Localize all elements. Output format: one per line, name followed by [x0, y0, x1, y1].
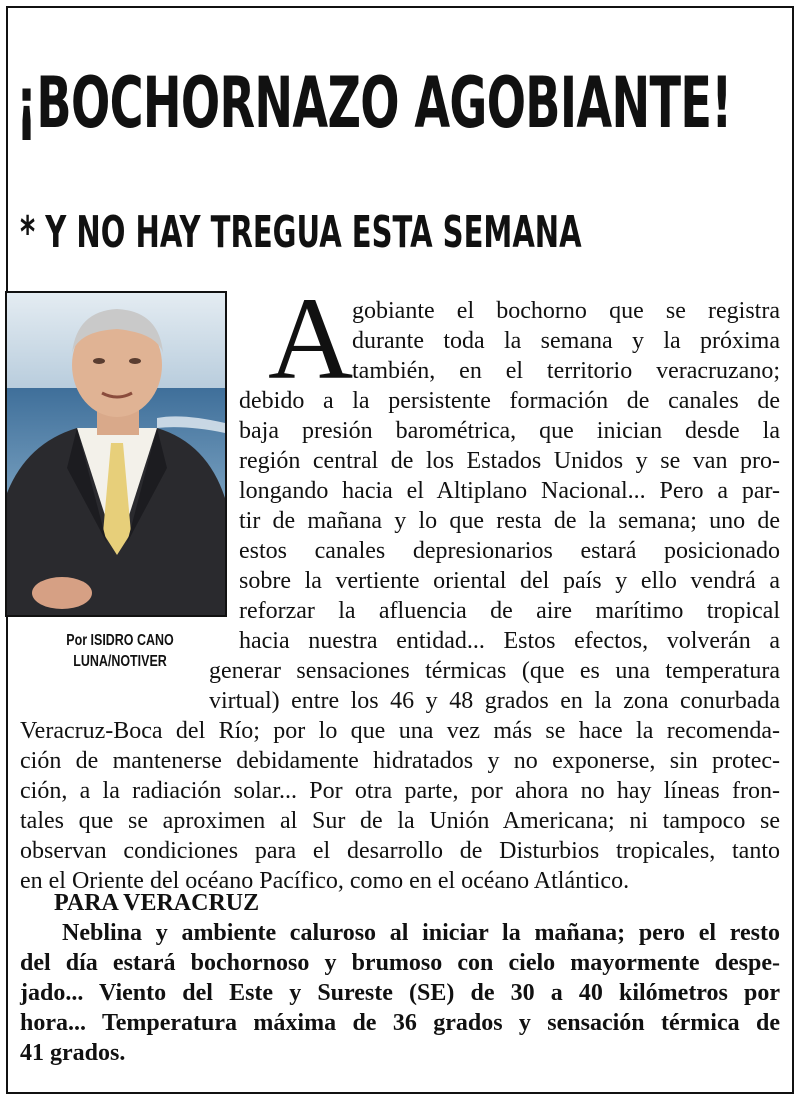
body-line: estos canales depresionarios estará posicionado: [239, 538, 780, 564]
body-line: durante toda la semana y la próxima: [352, 328, 780, 354]
body-line: generar sensaciones térmicas (que es una temperatura: [209, 658, 780, 684]
drop-cap: A: [268, 273, 354, 404]
body-line: en el Oriente del océano Pacífico, como en el océano Atlántico.: [20, 868, 630, 894]
body-line: Veracruz-Boca del Río; por lo que una vez más se hace la recomenda-: [20, 718, 780, 744]
body-line: ción, a la radiación solar... Por otra parte, por ahora no hay líneas fron-: [20, 778, 780, 804]
body-line: reforzar la afluencia de aire marítimo tropical: [239, 598, 780, 624]
body-line: longando hacia el Altiplano Nacional... Pero a par-: [239, 478, 780, 504]
author-photo: [5, 291, 227, 617]
body-line: gobiante el bochorno que se registra: [352, 298, 780, 324]
forecast-line: Neblina y ambiente caluroso al iniciar la mañana; pero el resto: [62, 920, 780, 946]
body-line: región central de los Estados Unidos y se van pro-: [239, 448, 780, 474]
body-line: tales que se aproximen al Sur de la Unión Americana; ni tampoco se: [20, 808, 780, 834]
author-portrait-icon: [7, 293, 225, 615]
body-line: hacia nuestra entidad... Estos efectos, volverán a: [239, 628, 780, 654]
forecast-line: hora... Temperatura máxima de 36 grados y sensación térmica de: [20, 1010, 780, 1036]
headline: ¡BOCHORNAZO AGOBIANTE!: [16, 62, 732, 144]
body-line: debido a la persistente formación de canales de: [239, 388, 780, 414]
forecast-line: del día estará bochornoso y brumoso con cielo mayormente despe-: [20, 950, 780, 976]
forecast-title: PARA VERACRUZ: [54, 890, 260, 916]
body-line: baja presión barométrica, que inician desde la: [239, 418, 780, 444]
body-line: virtual) entre los 46 y 48 grados en la zona conurbada: [209, 688, 780, 714]
subheadline: * Y NO HAY TREGUA ESTA SEMANA: [20, 207, 582, 258]
body-line: también, en el territorio veracruzano;: [352, 358, 780, 384]
forecast-line: 41 grados.: [20, 1040, 126, 1066]
forecast-line: jado... Viento del Este y Sureste (SE) de 30 a 40 kilómetros por: [20, 980, 780, 1006]
body-line: tir de mañana y lo que resta de la semana; uno de: [239, 508, 780, 534]
body-line: sobre la vertiente oriental del país y ello vendrá a: [239, 568, 780, 594]
body-line: ción de mantenerse debidamente hidratados y no exponerse, sin protec-: [20, 748, 780, 774]
body-line: observan condiciones para el desarrollo de Disturbios tropicales, tanto: [20, 838, 780, 864]
byline: Por ISIDRO CANO LUNA/NOTIVER: [66, 632, 174, 670]
